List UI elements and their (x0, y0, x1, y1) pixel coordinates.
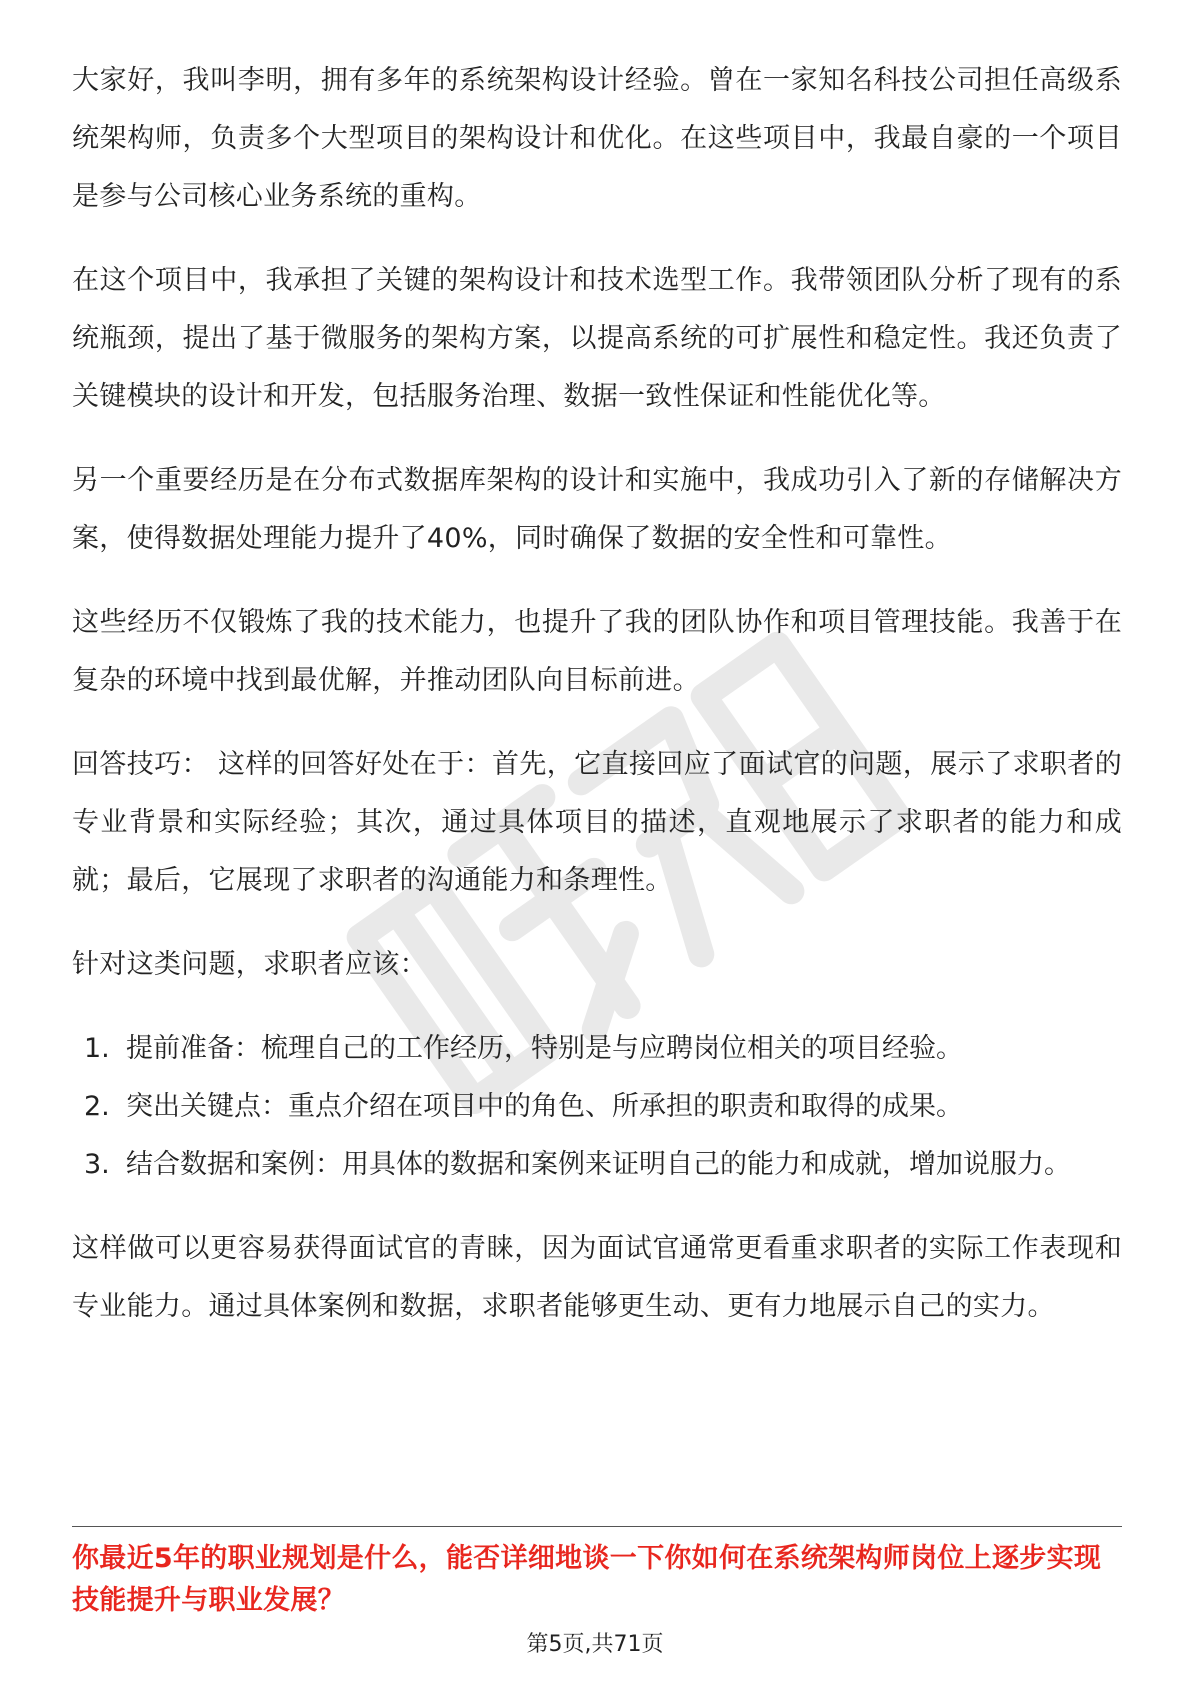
paragraph-distributed-db: 另一个重要经历是在分布式数据库架构的设计和实施中，我成功引入了新的存储解决方案，使得数据处理能力提升了40%，同时确保了数据的安全性和可靠性。 (72, 465, 1122, 554)
list-item-number: 1. (84, 1033, 110, 1064)
list-item-number: 3. (84, 1149, 110, 1180)
next-question-heading: 你最近5年的职业规划是什么，能否详细地谈一下你如何在系统架构师岗位上逐步实现技能提升与职业发展？ (72, 1543, 1102, 1616)
list-item-number: 2. (84, 1091, 110, 1122)
list-item-text: 结合数据和案例：用具体的数据和案例来证明自己的能力和成就，增加说服力。 (126, 1149, 1071, 1180)
list-item (72, 1078, 1122, 1136)
page-number-footer: 第5页,共71页 (526, 1632, 664, 1657)
list-item (72, 1136, 1122, 1194)
list-item-text: 突出关键点：重点介绍在项目中的角色、所承担的职责和取得的成果。 (126, 1091, 963, 1122)
paragraph-answer-tips: 回答技巧： 这样的回答好处在于：首先，它直接回应了面试官的问题，展示了求职者的专业背景和实际经验；其次，通过具体项目的描述，直观地展示了求职者的能力和成就；最后，它展现了求职者的沟通能力和条理性。 (72, 749, 1122, 896)
paragraph-skills: 这些经历不仅锻炼了我的技术能力，也提升了我的团队协作和项目管理技能。我善于在复杂的环境中找到最优解，并推动团队向目标前进。 (72, 607, 1122, 696)
paragraph-closing: 这样做可以更容易获得面试官的青睐，因为面试官通常更看重求职者的实际工作表现和专业能力。通过具体案例和数据，求职者能够更生动、更有力地展示自己的实力。 (72, 1233, 1122, 1322)
section-divider (72, 1526, 1122, 1527)
paragraph-intro: 大家好，我叫李明，拥有多年的系统架构设计经验。曾在一家知名科技公司担任高级系统架构师，负责多个大型项目的架构设计和优化。在这些项目中，我最自豪的一个项目是参与公司核心业务系统的重构。 (72, 65, 1122, 212)
list-item-text: 提前准备：梳理自己的工作经历，特别是与应聘岗位相关的项目经验。 (126, 1033, 963, 1064)
advice-list (72, 1020, 1122, 1194)
list-item (72, 1020, 1122, 1078)
paragraph-list-intro: 针对这类问题，求职者应该： (72, 949, 427, 980)
paragraph-project-role: 在这个项目中，我承担了关键的架构设计和技术选型工作。我带领团队分析了现有的系统瓶颈，提出了基于微服务的架构方案，以提高系统的可扩展性和稳定性。我还负责了关键模块的设计和开发，包括服务治理、数据一致性保证和性能优化等。 (72, 265, 1122, 412)
document-body (72, 52, 1122, 1362)
